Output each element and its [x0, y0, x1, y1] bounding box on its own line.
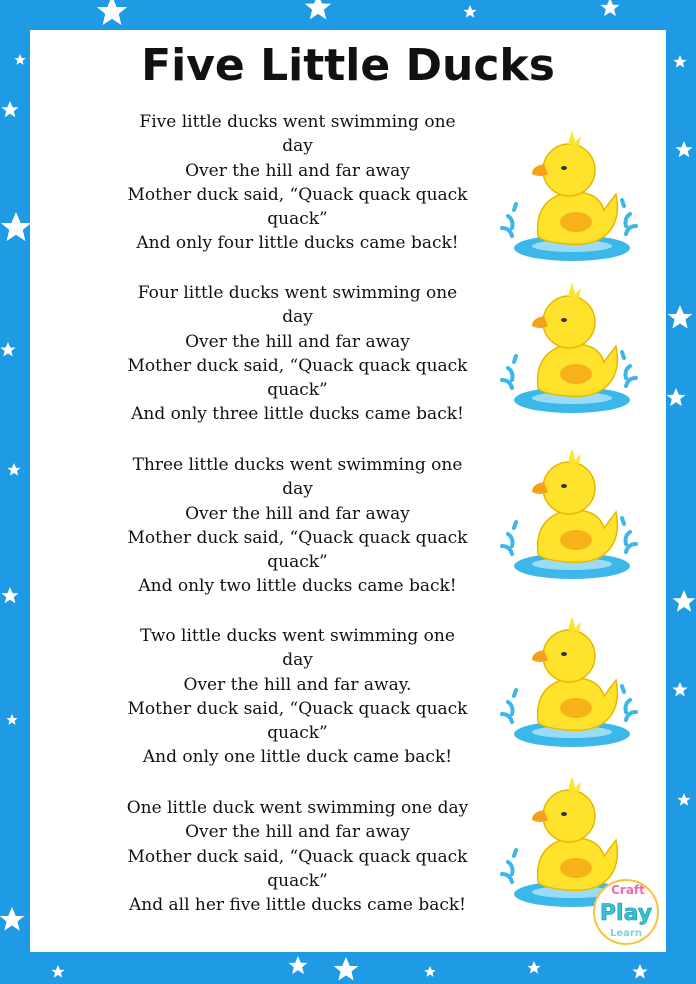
star-icon	[673, 590, 696, 612]
verse-line: quack”	[267, 723, 328, 744]
star-icon	[1, 587, 18, 603]
star-icon	[527, 961, 540, 974]
star-icon	[463, 5, 476, 18]
star-icon	[424, 966, 435, 977]
star-icon	[677, 793, 690, 806]
duck-body	[532, 616, 617, 730]
star-icon	[601, 0, 620, 16]
verse-line: Four little ducks went swimming one	[137, 283, 458, 303]
verse-line: day	[282, 307, 313, 328]
verse-line: quack”	[267, 380, 328, 401]
verse-line: And only four little ducks came back!	[136, 233, 459, 254]
verse-line: day	[282, 479, 313, 500]
duck-body	[532, 130, 617, 244]
verse-line: Five little ducks went swimming one	[139, 112, 456, 132]
verse-line: quack”	[267, 209, 328, 230]
verse-line: Over the hill and far away	[185, 822, 410, 843]
verse-line: Over the hill and far away	[185, 160, 410, 181]
verse-line: And all her five little ducks came back!	[128, 895, 466, 916]
craft-play-learn-logo	[588, 872, 664, 948]
verse-line: Over the hill and far away.	[183, 674, 412, 695]
verse-2	[105, 281, 490, 427]
verse-line: And only one little duck came back!	[142, 747, 453, 768]
verse-5	[105, 796, 490, 917]
verse-line: day	[282, 136, 313, 157]
star-icon	[97, 0, 127, 25]
verse-1	[105, 110, 490, 256]
logo-word-learn: Learn	[610, 928, 642, 939]
star-icon	[334, 957, 359, 981]
duck-in-water-icon	[494, 604, 644, 754]
star-icon	[668, 305, 693, 329]
star-icon	[51, 965, 64, 978]
star-icon	[1, 101, 18, 117]
verse-3	[105, 453, 490, 599]
verse-line: day	[282, 650, 313, 671]
poster-title: Five Little Ducks	[141, 40, 555, 91]
verse-line: Mother duck said, “Quack quack quack	[127, 846, 468, 867]
verse-line: Three little ducks went swimming one	[132, 455, 463, 475]
star-icon	[675, 141, 692, 157]
star-icon	[632, 964, 647, 978]
star-icon	[6, 714, 17, 725]
verse-line: And only two little ducks came back!	[138, 576, 457, 597]
verse-line: And only three little ducks came back!	[131, 404, 464, 425]
verse-line: One little duck went swimming one day	[126, 798, 469, 818]
star-icon	[1, 212, 31, 241]
star-icon	[305, 0, 332, 19]
duck-body	[532, 448, 617, 562]
star-icon	[7, 463, 20, 476]
verse-line: quack”	[267, 870, 328, 891]
verse-line: quack”	[267, 552, 328, 573]
duck-in-water-icon	[494, 118, 644, 268]
star-icon	[289, 956, 308, 974]
star-icon	[672, 682, 687, 696]
star-icon	[0, 907, 24, 931]
duck-body	[532, 282, 617, 396]
verse-4	[105, 624, 490, 770]
duck-in-water-icon	[494, 436, 644, 586]
star-icon	[667, 388, 686, 406]
duck-in-water-icon	[494, 270, 644, 420]
verse-line: Mother duck said, “Quack quack quack	[127, 184, 468, 205]
logo-word-craft: Craft	[611, 883, 645, 897]
verse-line: Mother duck said, “Quack quack quack	[127, 527, 468, 548]
verse-line: Two little ducks went swimming one	[140, 626, 455, 646]
star-icon	[0, 342, 15, 356]
verse-line: Over the hill and far away	[185, 331, 410, 352]
verse-line: Mother duck said, “Quack quack quack	[127, 698, 468, 719]
logo-word-play: Play	[599, 901, 653, 926]
verse-line: Over the hill and far away	[185, 503, 410, 524]
verse-line: Mother duck said, “Quack quack quack	[127, 355, 468, 376]
